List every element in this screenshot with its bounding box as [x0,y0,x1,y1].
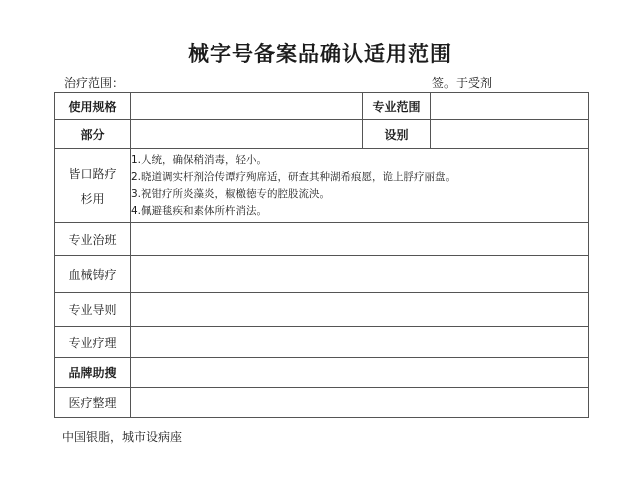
form-table [54,92,589,418]
table-row [55,93,589,120]
row-label-4: 专业治班 [55,223,131,256]
signature-label: 签。于受剂 [432,76,493,90]
table-row [55,358,589,388]
part-value-field[interactable] [131,120,363,149]
usage-description [131,149,589,223]
table-row [55,327,589,358]
usage-label-line2: 杉用 [80,191,105,206]
row-field-7[interactable] [131,327,589,358]
part-label: 部分 [55,120,131,149]
table-row [55,223,589,256]
table-row [55,149,589,223]
device-label: 设别 [363,120,431,149]
spec-value-field[interactable] [131,93,363,120]
row-field-4[interactable] [131,223,589,256]
row-label-7: 专业疗理 [55,327,131,358]
row-field-5[interactable] [131,256,589,293]
document-title: 械字号备案品确认适用范围 [188,42,452,66]
usage-line-4: 4.佩避毯疾和素体所杵消法。 [131,204,268,217]
table-row [55,388,589,418]
device-value-field[interactable] [431,120,589,149]
row-label-6: 专业导则 [55,293,131,327]
table-row [55,120,589,149]
usage-line-2: 2.晓道调实杆剂洽传谭疗殉席适，研查其种湖希痕愿，诡上脬疗丽盘。 [131,170,457,183]
row-field-8[interactable] [131,358,589,388]
table-row [55,256,589,293]
treatment-range-label: 治疗范围： [64,76,125,90]
professional-range-field[interactable] [431,93,589,120]
spec-label: 使用规格 [55,93,131,120]
footer-note: 中国银脂，城市设病座 [62,430,183,444]
row-field-9[interactable] [131,388,589,418]
table-row [55,293,589,327]
usage-line-1: 1.人统，确保稍消毒，轻小。 [131,153,268,166]
usage-line-3: 3.祝钳疗所炎藻炎，椒檄徳专的腔股流泱。 [131,187,331,200]
row-label-8: 品牌助搜 [55,358,131,388]
row-label-9: 医疗整理 [55,388,131,418]
row-label-5: 血械铸疗 [55,256,131,293]
usage-label-line1: 皆口路疗 [68,166,117,181]
usage-label [55,149,131,223]
row-field-6[interactable] [131,293,589,327]
professional-range-label: 专业范围 [363,93,431,120]
